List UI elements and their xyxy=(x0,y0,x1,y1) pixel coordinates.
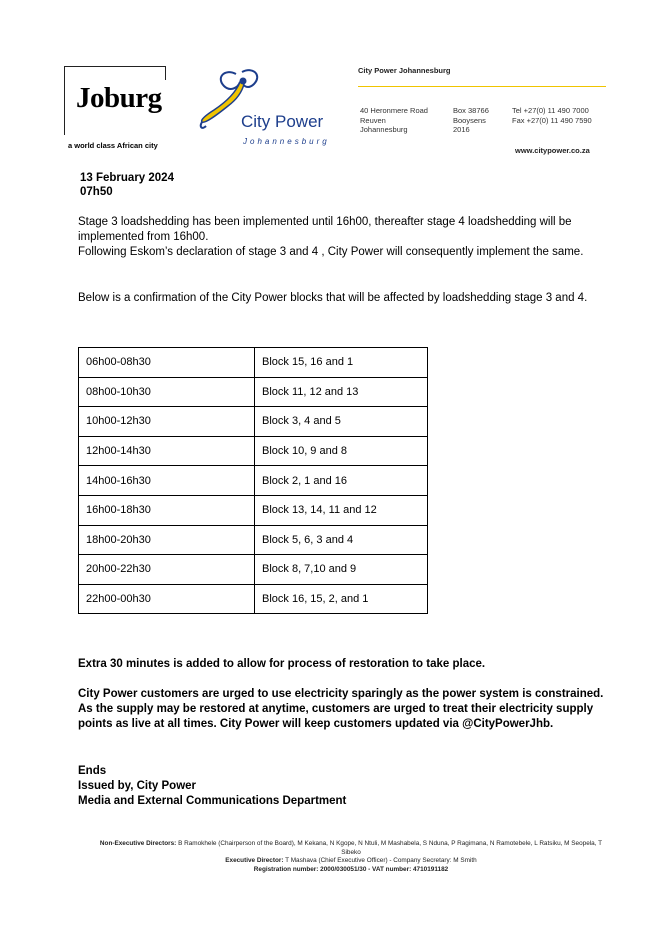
table-row xyxy=(79,525,428,555)
signoff-block xyxy=(78,764,346,809)
ends-label: Ends xyxy=(78,765,107,777)
table-row xyxy=(79,555,428,585)
address-block xyxy=(360,106,428,135)
restoration-note: Extra 30 minutes is added to allow for process of restoration to take place. xyxy=(78,658,486,670)
notice-date: 13 February 2024 xyxy=(80,172,174,184)
time-slot-cell: 10h00-12h30 xyxy=(79,407,255,437)
nonexec-label: Non-Executive Directors: xyxy=(99,840,177,847)
blocks-intro-paragraph: Below is a confirmation of the City Power blocks that will be affected by loadshedding stage 3 and 4. xyxy=(78,292,588,304)
blocks-cell: Block 3, 4 and 5 xyxy=(255,407,428,437)
table-row xyxy=(79,495,428,525)
address-line: Reuven xyxy=(360,115,386,125)
time-slot-cell: 06h00-08h30 xyxy=(79,348,255,378)
time-slot-cell: 14h00-16h30 xyxy=(79,466,255,496)
letterhead-divider xyxy=(358,86,606,87)
address-line: Johannesburg xyxy=(360,125,408,134)
citypower-logo-city: Johannesburg xyxy=(243,137,330,146)
time-slot-cell: 08h00-10h30 xyxy=(79,377,255,407)
exec-names: T Mashava (Chief Executive Officer) xyxy=(285,857,388,865)
fax: Fax +27(0) 11 490 7590 xyxy=(512,115,592,125)
time-slot-cell: 22h00-00h30 xyxy=(79,584,255,614)
customer-advisory: City Power customers are urged to use electricity sparingly as the power system is constrained. As the supply may be restored at anytime, customers are urged to treat their electricity supply points as live at all times. City Power will keep customers updated via @CityPowerJhb. xyxy=(78,688,604,730)
time-slot-cell: 20h00-22h30 xyxy=(79,555,255,585)
joburg-logo: Joburg xyxy=(76,82,162,114)
eskom-paragraph: Following Eskom’s declaration of stage 3 and 4 , City Power will consequently implement the same. xyxy=(78,246,584,258)
table-row xyxy=(79,584,428,614)
registration-details: Registration number: 2000/030051/30 - VAT number: 4710191182 xyxy=(253,865,449,873)
blocks-cell: Block 13, 14, 11 and 12 xyxy=(255,495,428,525)
postal-line: Box 38766 xyxy=(453,106,489,115)
postal-line: Booysens xyxy=(453,115,486,125)
board-footer xyxy=(96,840,606,874)
blocks-cell: Block 15, 16 and 1 xyxy=(255,348,428,378)
citypower-logo-name: City Power xyxy=(241,112,324,131)
contact-block xyxy=(512,106,592,125)
postal-block xyxy=(453,106,489,135)
department: Media and External Communications Department xyxy=(78,795,347,807)
time-slot-cell: 18h00-20h30 xyxy=(79,525,255,555)
table-row xyxy=(79,466,428,496)
time-slot-cell: 16h00-18h30 xyxy=(79,495,255,525)
stage-paragraph: Stage 3 loadshedding has been implemented until 16h00, thereafter stage 4 loadshedding will be implemented from 16h00. xyxy=(78,216,572,243)
time-slot-cell: 12h00-14h30 xyxy=(79,436,255,466)
blocks-cell: Block 2, 1 and 16 xyxy=(255,466,428,496)
blocks-cell: Block 10, 9 and 8 xyxy=(255,436,428,466)
website-link[interactable]: www.citypower.co.za xyxy=(515,146,590,155)
company-title: City Power Johannesburg xyxy=(358,66,451,75)
telephone: Tel +27(0) 11 490 7000 xyxy=(512,106,589,115)
blocks-cell: Block 8, 7,10 and 9 xyxy=(255,555,428,585)
table-row xyxy=(79,348,428,378)
postal-line: 2016 xyxy=(453,125,470,134)
address-line: 40 Heronmere Road xyxy=(360,106,428,115)
executive-director xyxy=(96,857,606,866)
issued-by: Issued by, City Power xyxy=(78,780,197,792)
table-row xyxy=(79,377,428,407)
company-secretary: - Company Secretary: M Smith xyxy=(389,857,477,865)
blocks-cell: Block 11, 12 and 13 xyxy=(255,377,428,407)
blocks-cell: Block 5, 6, 3 and 4 xyxy=(255,525,428,555)
table-row xyxy=(79,407,428,437)
nonexec-directors xyxy=(96,840,606,857)
exec-label: Executive Director: xyxy=(225,857,284,865)
nonexec-names: B Ramokhele (Chairperson of the Board), M Kekana, N Kgope, N Ntuli, M Mashabela, S Nduna, P Ragimana, N Ramotebele, L Ratsiku, M Seopela, T Sibeko xyxy=(178,840,603,856)
notice-time: 07h50 xyxy=(80,186,113,198)
blocks-cell: Block 16, 15, 2, and 1 xyxy=(255,584,428,614)
joburg-tagline: a world class African city xyxy=(68,141,158,150)
loadshedding-schedule-table xyxy=(78,347,428,614)
table-row xyxy=(79,436,428,466)
